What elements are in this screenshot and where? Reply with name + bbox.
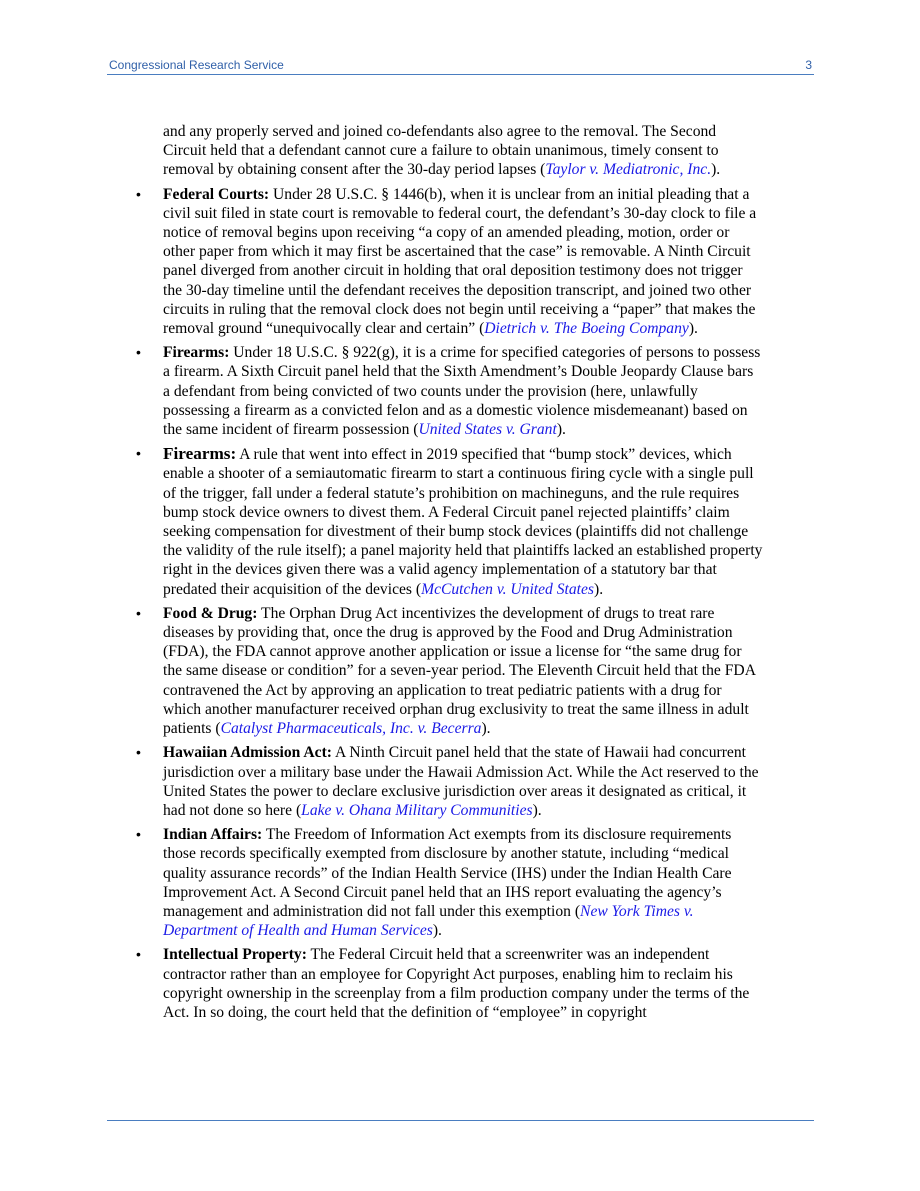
item-text: Under 28 U.S.C. § 1446(b), when it is unclear from an initial pleading that a civil suit filed in state court is removable to federal court, the defendant’s 30-day clock to file a notice of removal begins upon receiving “a copy of an amended pleading, motion, order or other paper from which it may first be ascertained that the case” is removable. A Ninth Circuit panel diverged from another circuit in holding that oral deposition testimony does not trigger the 30-day timeline until the defendant receives the deposition transcript, and joined two other circuits in ruling that the removal clock does not begin until receiving a “paper” that makes the removal ground “unequivocally clear and certain” ( (163, 185, 757, 338)
intro-text: and any properly served and joined co-defendants also agree to the removal. The Second Circuit held that a defendant cannot cure a failure to obtain unanimous, timely consent to removal by obtaining consent after the 30-day period lapses ( (163, 123, 719, 179)
item-after: ). (481, 720, 491, 738)
item-text: The Federal Circuit held that a screenwriter was an independent contractor rather than an employee for Copyright Act purposes, enabling him to reclaim his copyright ownership in the screenplay from a film production company under the terms of the Act. In so doing, the court held that the definition of “employee” in copyright (163, 946, 750, 1021)
intro-after: ). (711, 161, 721, 179)
item-after: ). (556, 421, 566, 439)
case-link[interactable]: Catalyst Pharmaceuticals, Inc. v. Becerra (220, 720, 482, 738)
topic-term: Hawaiian Admission Act: (163, 744, 332, 762)
item-text: A Ninth Circuit panel held that the state of Hawaii had concurrent jurisdiction over a military base under the Hawaii Admission Act. While the Act reserved to the United States the power to declare exclusive jurisdiction over areas it designated as critical, it had not done so here ( (163, 744, 759, 819)
list-item (163, 444, 763, 599)
topic-term: Federal Courts: (163, 185, 270, 203)
topic-term: Indian Affairs: (163, 826, 263, 844)
case-link[interactable]: United States v. Grant (418, 421, 557, 439)
case-link[interactable]: Dietrich v. The Boeing Company (484, 320, 689, 338)
case-link[interactable]: Lake v. Ohana Military Communities (301, 801, 533, 819)
topic-term: Intellectual Property: (163, 946, 307, 964)
document-body (163, 122, 763, 1027)
item-text: The Freedom of Information Act exempts from its disclosure requirements those records specifically exempted from disclosure by another statute, including “medical quality assurance records” of the Indian Health Service (IHS) under the Indian Health Care Improvement Act. A Second Circuit panel held that an IHS report evaluating the agency’s management and administration did not fall under this exemption ( (163, 826, 732, 920)
case-link[interactable]: Taylor v. Mediatronic, Inc. (545, 161, 712, 179)
item-text: A rule that went into effect in 2019 specified that “bump stock” devices, which enable a shooter of a semiautomatic firearm to start a continuous firing cycle with a single pull of the trigger, fall under a federal statute’s prohibition on machineguns, and the rule requires bump stock device owners to divest them. A Federal Circuit panel rejected plaintiffs’ claim seeking compensation for divestment of their bump stock devices (plaintiffs did not challenge the validity of the rule itself); a panel majority held that plaintiffs lacked an established property right in the devices given there was a valid agency implementation of a statutory bar that predated their acquisition of the devices ( (163, 446, 763, 598)
item-after: ). (432, 922, 442, 940)
list-item (163, 343, 763, 439)
page-number: 3 (805, 58, 812, 72)
footer-rule (107, 1120, 814, 1121)
item-text: Under 18 U.S.C. § 922(g), it is a crime for specified categories of persons to possess a firearm. A Sixth Circuit panel held that the Sixth Amendment’s Double Jeopardy Clause bars a defendant from being convicted of two counts under the provision (here, unlawfully possessing a firearm as a convicted felon and as a domestic violence misdemeanant) based on the same incident of firearm possession ( (163, 344, 761, 439)
list-item (163, 945, 763, 1022)
intro-paragraph (163, 122, 763, 180)
topic-term: Firearms: (163, 444, 237, 464)
case-list (163, 185, 763, 1023)
topic-term: Food & Drug: (163, 604, 258, 622)
case-link[interactable]: McCutchen v. United States (421, 580, 595, 598)
list-item (163, 743, 763, 820)
list-item (163, 825, 763, 940)
list-item (163, 185, 763, 339)
page-header (107, 58, 814, 75)
case-link[interactable]: New York Times v. Department of Health and Human Services (163, 902, 694, 940)
header-organization: Congressional Research Service (109, 58, 284, 72)
item-after: ). (532, 801, 542, 819)
list-item (163, 604, 763, 738)
item-after: ). (594, 580, 604, 598)
item-after: ). (688, 320, 698, 338)
item-text: The Orphan Drug Act incentivizes the development of drugs to treat rare diseases by providing that, once the drug is approved by the Food and Drug Administration (FDA), the FDA cannot approve another application or issue a license for “the same drug for the same disease or condition” for a seven-year period. The Eleventh Circuit held that the FDA contravened the Act by approving an application to treat pediatric patients with a drug for which another manufacturer received orphan drug exclusivity to treat the same illness in adult patients ( (163, 604, 756, 738)
topic-term: Firearms: (163, 344, 230, 362)
